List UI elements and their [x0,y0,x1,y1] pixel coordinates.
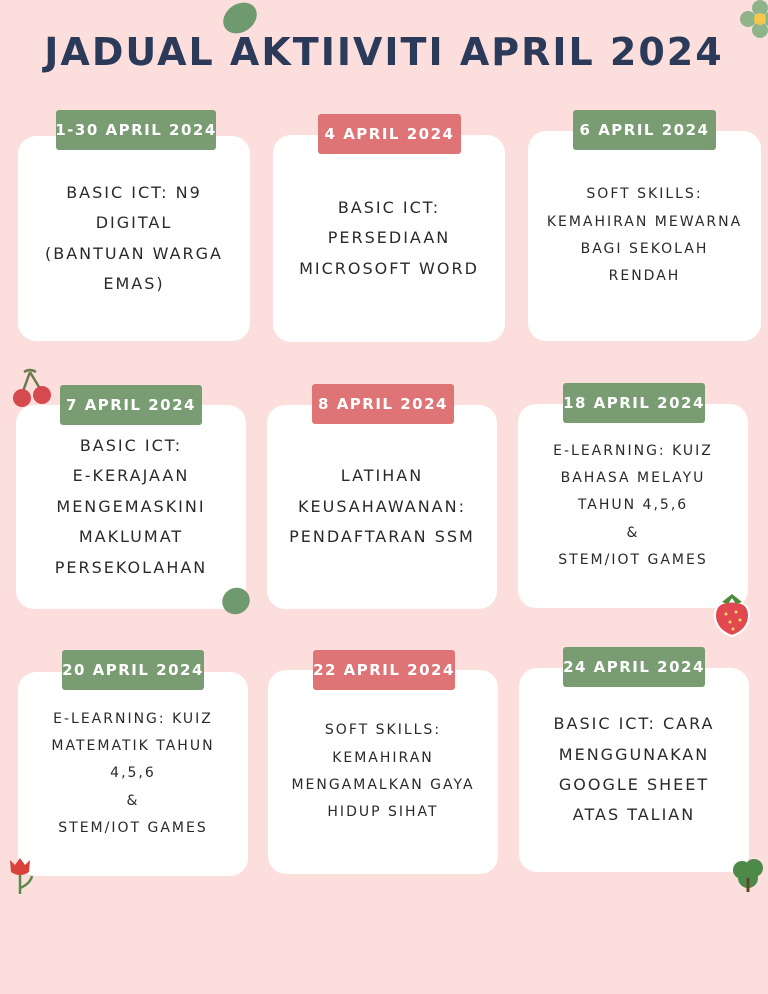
activity-card-1: BASIC ICT: N9 DIGITAL (BANTUAN WARGA EMAS) [18,136,250,341]
tree-icon [730,854,766,894]
leaf-icon [220,584,252,618]
date-tag-7: 20 APRIL 2024 [62,650,204,690]
activity-card-7: E-LEARNING: KUIZ MATEMATIK TAHUN 4,5,6 & STEM/IOT GAMES [18,672,248,876]
activity-card-4: BASIC ICT: E-KERAJAAN MENGEMASKINI MAKLUMAT PERSEKOLAHAN [16,405,246,609]
activity-card-5: LATIHAN KEUSAHAWANAN: PENDAFTARAN SSM [267,405,497,609]
date-tag-3: 6 APRIL 2024 [573,110,716,150]
date-tag-9: 24 APRIL 2024 [563,647,705,687]
date-tag-5: 8 APRIL 2024 [312,384,454,424]
date-tag-8: 22 APRIL 2024 [313,650,455,690]
activity-card-3: SOFT SKILLS: KEMAHIRAN MEWARNA BAGI SEKOLAH RENDAH [528,131,761,341]
activity-card-6: E-LEARNING: KUIZ BAHASA MELAYU TAHUN 4,5,6 & STEM/IOT GAMES [518,404,748,608]
date-tag-4: 7 APRIL 2024 [60,385,202,425]
tulip-icon [6,856,36,896]
page-title: JADUAL AKTIIVITI APRIL 2024 [44,30,724,74]
date-tag-2: 4 APRIL 2024 [318,114,461,154]
strawberry-icon [708,590,756,640]
activity-card-9: BASIC ICT: CARA MENGGUNAKAN GOOGLE SHEET ATAS TALIAN [519,668,749,872]
activity-card-2: BASIC ICT: PERSEDIAAN MICROSOFT WORD [273,135,505,342]
cherry-icon [8,368,56,410]
leaf-icon [218,0,262,40]
date-tag-6: 18 APRIL 2024 [563,383,705,423]
date-tag-1: 1-30 APRIL 2024 [56,110,216,150]
flower-icon [738,0,768,44]
activity-card-8: SOFT SKILLS: KEMAHIRAN MENGAMALKAN GAYA HIDUP SIHAT [268,670,498,874]
